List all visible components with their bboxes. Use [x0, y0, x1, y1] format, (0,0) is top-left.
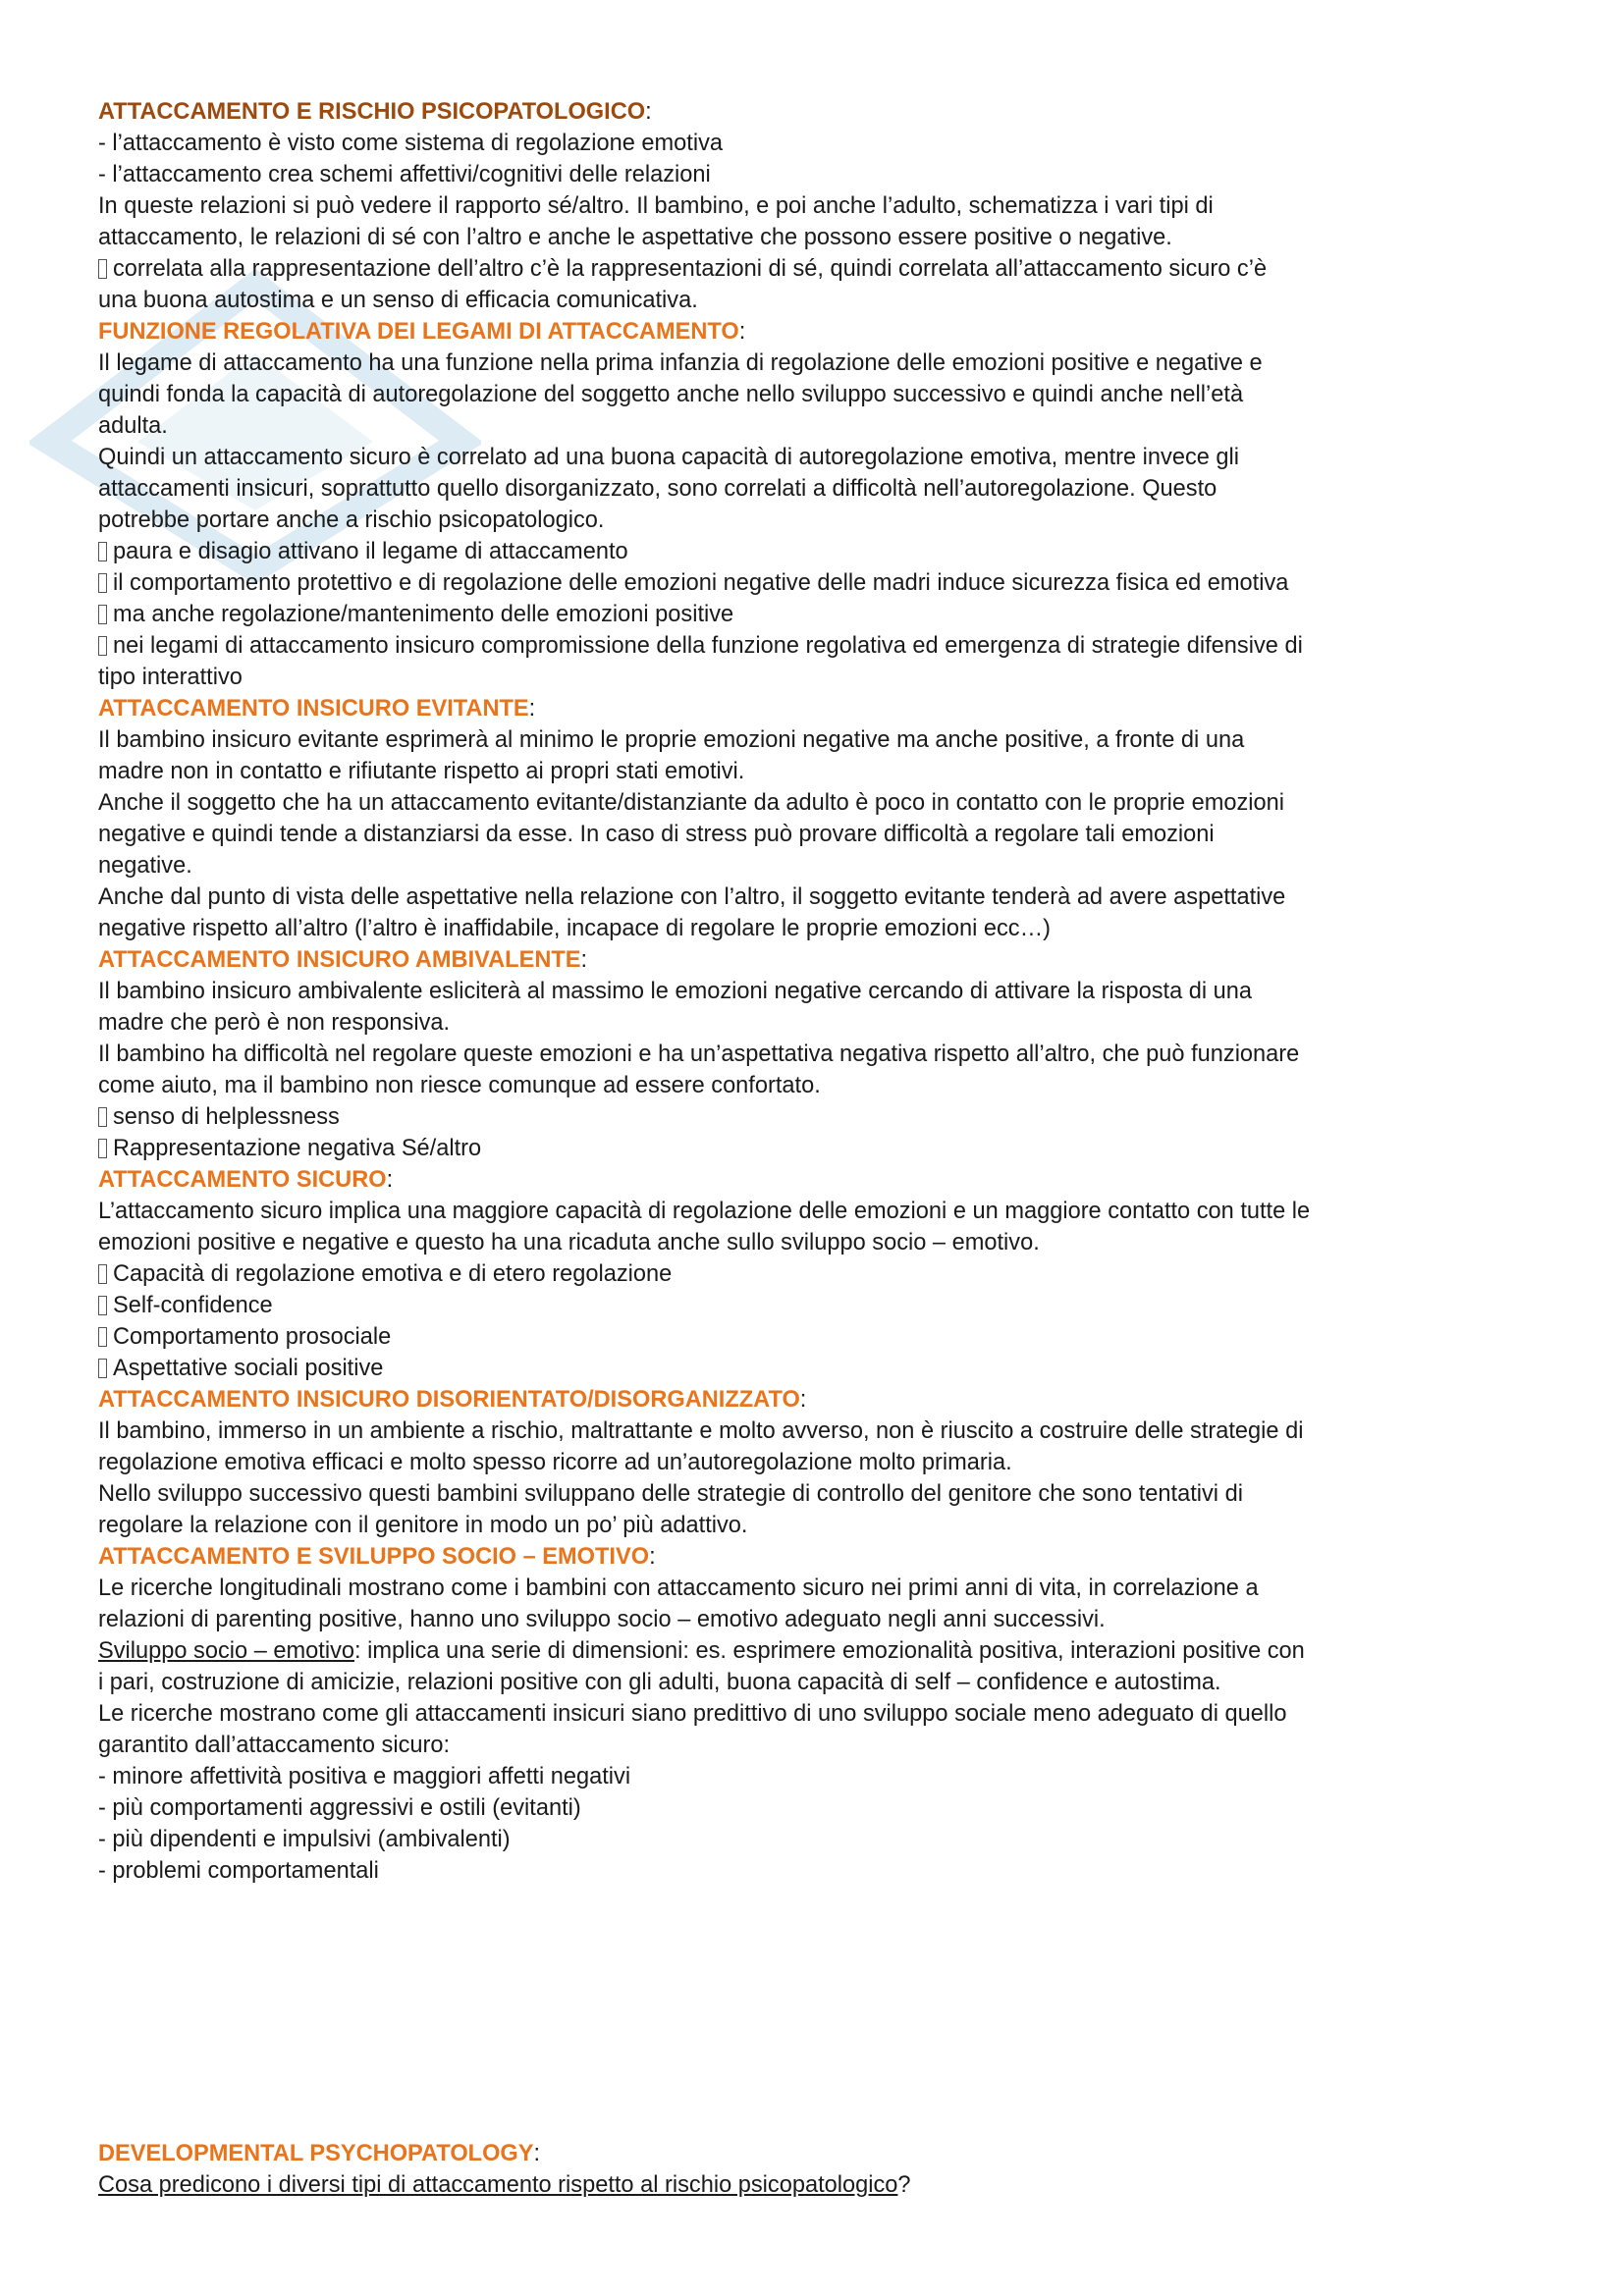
paragraph-line: garantito dall’attaccamento sicuro: — [98, 1733, 451, 1758]
paragraph-line: i pari, costruzione di amicizie, relazioni positive con gli adulti, buona capacità di self – confidence e autostima. — [98, 1670, 1221, 1695]
paragraph-line: relazioni di parenting positive, hanno uno sviluppo socio – emotivo adeguato negli anni successivi. — [98, 1607, 1106, 1632]
paragraph-line: - l’attaccamento è visto come sistema di regolazione emotiva — [98, 131, 724, 156]
arrow-bullet-icon — [98, 1264, 107, 1284]
paragraph-line: Il bambino, immerso in un ambiente a rischio, maltrattante e molto avverso, non è riuscito a costruire delle strategie di — [98, 1418, 1304, 1444]
paragraph-line: Il bambino insicuro evitante esprimerà al minimo le proprie emozioni negative ma anche positive, a fronte di una — [98, 727, 1245, 753]
bullet-line: Self-confidence — [98, 1290, 1542, 1321]
arrow-bullet-icon — [98, 542, 107, 561]
section-heading-insicuro-ambivalente: ATTACCAMENTO INSICURO AMBIVALENTE: — [98, 947, 588, 973]
paragraph-line: una buona autostima e un senso di efficacia comunicativa. — [98, 288, 698, 313]
paragraph-line: Le ricerche longitudinali mostrano come i bambini con attaccamento sicuro nei primi anni di vita, in correlazione a — [98, 1575, 1259, 1601]
paragraph-line: negative rispetto all’altro (l’altro è inaffidabile, incapace di regolare le proprie emozioni ecc…) — [98, 916, 1052, 941]
bullet-line: nei legami di attaccamento insicuro compromissione della funzione regolativa ed emergenza di strategie difensive di — [98, 630, 1542, 662]
paragraph-line: attaccamenti insicuri, soprattutto quello disorganizzato, sono correlati a difficoltà nell’autoregolazione. Questo — [98, 476, 1217, 502]
definition-line: Sviluppo socio – emotivo: implica una serie di dimensioni: es. esprimere emozionalità positiva, interazioni positive con — [98, 1638, 1305, 1664]
paragraph-line: quindi fonda la capacità di autoregolazione del soggetto anche nello sviluppo successivo e quindi anche nell’età — [98, 382, 1244, 407]
paragraph-line: negative e quindi tende a distanziarsi da esse. In caso di stress può provare difficoltà a regolare tali emozioni — [98, 822, 1215, 847]
section-heading-sviluppo-socio-emotivo: ATTACCAMENTO E SVILUPPO SOCIO – EMOTIVO: — [98, 1544, 656, 1570]
paragraph-line: Quindi un attaccamento sicuro è correlato ad una buona capacità di autoregolazione emotiva, mentre invece gli — [98, 445, 1240, 470]
definition-term: Sviluppo socio – emotivo — [98, 1638, 354, 1664]
blank-space — [98, 1887, 1542, 2138]
arrow-bullet-icon — [98, 636, 107, 656]
section-heading-funzione-regolativa: FUNZIONE REGOLATIVA DEI LEGAMI DI ATTACCAMENTO: — [98, 319, 746, 345]
list-item: - minore affettività positiva e maggiori affetti negativi — [98, 1764, 631, 1789]
paragraph-line: madre che però è non responsiva. — [98, 1010, 451, 1036]
document-page — [98, 96, 1542, 2201]
list-item: - problemi comportamentali — [98, 1858, 379, 1884]
paragraph-line: Nello sviluppo successivo questi bambini sviluppano delle strategie di controllo del genitore che sono tentativi di — [98, 1481, 1243, 1507]
paragraph-line: regolare la relazione con il genitore in modo un po’ più adattivo. — [98, 1513, 748, 1538]
paragraph-line: adulta. — [98, 413, 168, 439]
bullet-line: ma anche regolazione/mantenimento delle emozioni positive — [98, 599, 1542, 630]
bullet-line: senso di helplessness — [98, 1101, 1542, 1133]
paragraph-line: Il legame di attaccamento ha una funzione nella prima infanzia di regolazione delle emozioni positive e negative e — [98, 350, 1263, 376]
arrow-bullet-icon — [98, 605, 107, 624]
section-heading-attaccamento-rischio: ATTACCAMENTO E RISCHIO PSICOPATOLOGICO: — [98, 99, 652, 125]
paragraph-line: attaccamento, le relazioni di sé con l’altro e anche le aspettative che possono essere positive o negative. — [98, 225, 1172, 250]
paragraph-line: Le ricerche mostrano come gli attaccamenti insicuri siano predittivo di uno sviluppo sociale meno adeguato di quello — [98, 1701, 1287, 1727]
paragraph-line: tipo interattivo — [98, 665, 243, 690]
paragraph-line: potrebbe portare anche a rischio psicopatologico. — [98, 507, 605, 533]
list-item: - più comportamenti aggressivi e ostili (evitanti) — [98, 1795, 581, 1821]
paragraph-line: madre non in contatto e rifiutante rispetto ai propri stati emotivi. — [98, 759, 745, 784]
paragraph-line: Il bambino ha difficoltà nel regolare queste emozioni e ha un’aspettativa negativa rispetto all’altro, che può funzionare — [98, 1041, 1300, 1067]
section-heading-attaccamento-sicuro: ATTACCAMENTO SICURO: — [98, 1167, 394, 1193]
arrow-bullet-icon — [98, 259, 107, 279]
question-line: Cosa predicono i diversi tipi di attaccamento rispetto al rischio psicopatologico? — [98, 2172, 911, 2198]
section-heading-developmental-psychopatology: DEVELOPMENTAL PSYCHOPATOLOGY: — [98, 2141, 541, 2166]
list-item: - più dipendenti e impulsivi (ambivalenti) — [98, 1827, 511, 1852]
arrow-bullet-icon — [98, 1359, 107, 1378]
bullet-line: Aspettative sociali positive — [98, 1353, 1542, 1384]
paragraph-line: Il bambino insicuro ambivalente esliciterà al massimo le emozioni negative cercando di attivare la risposta di una — [98, 979, 1253, 1004]
paragraph-line: L’attaccamento sicuro implica una maggiore capacità di regolazione delle emozioni e un maggiore contatto con tutte le — [98, 1199, 1311, 1224]
paragraph-line: negative. — [98, 853, 192, 879]
paragraph-line: emozioni positive e negative e questo ha una ricaduta anche sullo sviluppo socio – emotivo. — [98, 1230, 1040, 1255]
bullet-line: paura e disagio attivano il legame di attaccamento — [98, 536, 1542, 567]
paragraph-line: Anche il soggetto che ha un attaccamento evitante/distanziante da adulto è poco in contatto con le proprie emozioni — [98, 790, 1285, 816]
arrow-bullet-icon — [98, 1139, 107, 1158]
bullet-line: correlata alla rappresentazione dell’altro c’è la rappresentazioni di sé, quindi correlata all’attaccamento sicuro c’è — [98, 253, 1542, 285]
bullet-line: Comportamento prosociale — [98, 1321, 1542, 1353]
bullet-line: il comportamento protettivo e di regolazione delle emozioni negative delle madri induce sicurezza fisica ed emotiva — [98, 567, 1542, 599]
bullet-line: Rappresentazione negativa Sé/altro — [98, 1133, 1542, 1164]
arrow-bullet-icon — [98, 1296, 107, 1315]
section-heading-insicuro-evitante: ATTACCAMENTO INSICURO EVITANTE: — [98, 696, 536, 721]
arrow-bullet-icon — [98, 573, 107, 593]
bullet-line: Capacità di regolazione emotiva e di etero regolazione — [98, 1258, 1542, 1290]
paragraph-line: In queste relazioni si può vedere il rapporto sé/altro. Il bambino, e poi anche l’adulto, schematizza i vari tipi di — [98, 193, 1214, 219]
paragraph-line: Anche dal punto di vista delle aspettative nella relazione con l’altro, il soggetto evitante tenderà ad avere aspettative — [98, 884, 1286, 910]
paragraph-line: come aiuto, ma il bambino non riesce comunque ad essere confortato. — [98, 1073, 821, 1098]
paragraph-line: - l’attaccamento crea schemi affettivi/cognitivi delle relazioni — [98, 162, 711, 187]
arrow-bullet-icon — [98, 1327, 107, 1347]
paragraph-line: regolazione emotiva efficaci e molto spesso ricorre ad un’autoregolazione molto primaria. — [98, 1450, 1012, 1475]
arrow-bullet-icon — [98, 1107, 107, 1127]
section-heading-disorganizzato: ATTACCAMENTO INSICURO DISORIENTATO/DISORGANIZZATO: — [98, 1387, 807, 1413]
